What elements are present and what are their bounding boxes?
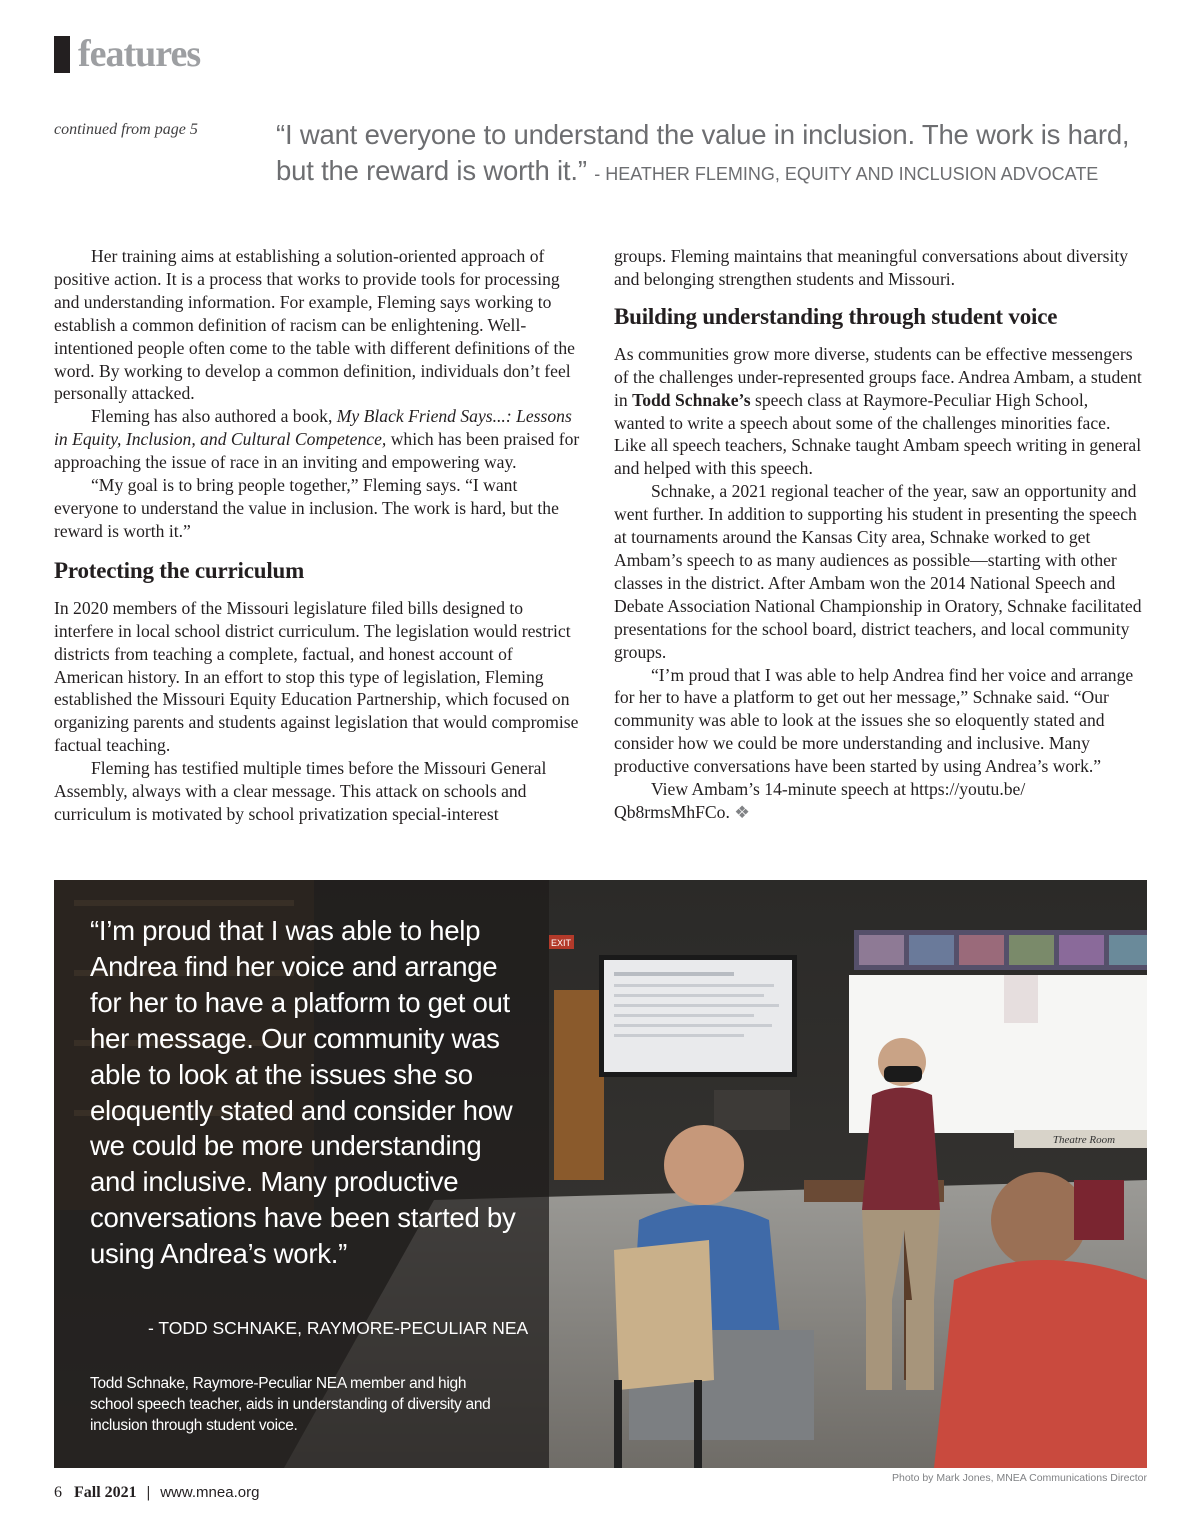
photo-caption: Todd Schnake, Raymore-Peculiar NEA member and high school speech teacher, aids in understanding of diversity and inclusion through student voice. bbox=[90, 1375, 491, 1435]
paragraph-text: As communities grow more diverse, students can be effective messengers of the challenges under-represented groups face. Andrea Ambam, a student in bbox=[614, 343, 1142, 410]
paragraph: Fleming has testified multiple times before the Missouri General Assembly, always with a clear message. This attack on schools and curriculum is motivated by school privatization special-interest bbox=[54, 758, 547, 824]
footer-separator: | bbox=[146, 1484, 151, 1501]
book-title: My Black Friend Says...: Lessons in Equity, Inclusion, and Cultural Competence, bbox=[54, 406, 572, 450]
continued-note: continued from page 5 bbox=[54, 121, 198, 138]
article-left-column bbox=[54, 245, 582, 826]
pull-quote-attribution: - HEATHER FLEMING, EQUITY AND INCLUSION ADVOCATE bbox=[594, 164, 1099, 184]
pull-quote-text: “I want everyone to understand the value in inclusion. The work is hard, but the reward is worth it.” bbox=[276, 119, 1130, 186]
photo-credit: Photo by Mark Jones, MNEA Communications Director bbox=[891, 1472, 1147, 1484]
paragraph-text: View Ambam’s 14-minute speech at https://youtu.be/ Qb8rmsMhFCo. bbox=[614, 779, 1026, 822]
feature-photo-block bbox=[54, 880, 1147, 1468]
end-mark-icon: ❖ bbox=[734, 801, 751, 822]
person-name: Todd Schnake’s bbox=[632, 389, 751, 410]
section-marker-bar bbox=[54, 36, 70, 73]
website-link[interactable]: www.mnea.org bbox=[160, 1484, 260, 1501]
paragraph bbox=[614, 778, 1142, 824]
paragraph-text: which has been praised for approaching the issue of race in an inviting and empowering way. bbox=[54, 429, 580, 473]
paragraph: groups. Fleming maintains that meaningful conversations about diversity and belonging strengthen students and Missouri. bbox=[614, 246, 1129, 289]
article-right-column bbox=[614, 245, 1142, 824]
paragraph: “My goal is to bring people together,” Fleming says. “I want everyone to understand the value in inclusion. The work is hard, but the reward is worth it.” bbox=[54, 475, 559, 541]
feature-quote-attribution: - TODD SCHNAKE, RAYMORE-PECULIAR NEA bbox=[148, 1318, 529, 1338]
subheading: Protecting the curriculum bbox=[54, 557, 305, 583]
paragraph-text: Fleming has also authored a book, bbox=[91, 406, 337, 427]
page-number: 6 bbox=[54, 1484, 62, 1501]
paragraph: In 2020 members of the Missouri legislature filed bills designed to interfere in local school district curriculum. The legislation would restrict districts from teaching a complete, factual, and honest account of American history. In an effort to stop this type of legislation, Fleming established the Missouri Equity Education Partnership, which focused on organizing parents and students against legislation that would compromise factual teaching. bbox=[54, 597, 579, 756]
paragraph bbox=[614, 343, 1142, 480]
paragraph: Schnake, a 2021 regional teacher of the year, saw an opportunity and went further. In addition to supporting his student in presenting the speech at tournaments around the Kansas City area, Schnake worked to get Ambam’s speech to as many audiences as possible—starting with other classes in the district. After Ambam won the 2014 National Speech and Debate Association National Championship in Oratory, Schnake facilitated presentations for the school board, district teachers, and local community groups. bbox=[614, 481, 1142, 662]
subheading: Building understanding through student voice bbox=[614, 303, 1058, 329]
quote-overlay bbox=[54, 880, 549, 1468]
paragraph: “I’m proud that I was able to help Andrea find her voice and arrange for her to have a platform to get out her message,” Schnake said. “Our community was able to look at the issues she so eloquently stated and consider how we could be more understanding and inclusive. Many productive conversations have been started by using Andrea’s work.” bbox=[614, 664, 1134, 777]
issue-label: Fall 2021 bbox=[74, 1484, 137, 1501]
pull-quote bbox=[276, 117, 1166, 192]
feature-quote: “I’m proud that I was able to help Andrea find her voice and arrange for her to have a platform to get out her message. Our community was able to look at the issues she so eloquently stated and consider how we could be more understanding and inclusive. Many productive conversations have been started by using Andrea’s work.” bbox=[90, 915, 516, 1270]
paragraph-text: speech class at Raymore-Peculiar High School, wanted to write a speech about some of the challenges minorities face. Like all speech teachers, Schnake taught Ambam speech writing in general and helped with this speech. bbox=[614, 389, 1142, 479]
section-title: features bbox=[78, 33, 201, 75]
theatre-room-sign: Theatre Room bbox=[1052, 1134, 1116, 1146]
paragraph: Her training aims at establishing a solution-oriented approach of positive action. It is a process that works to provide tools for processing and understanding information. For example, Fleming says working to establish a common definition of racism can be enlightening. Well-intentioned people often come to the table with different definitions of the word. By working to develop a common definition, individuals don’t feel personally attacked. bbox=[54, 246, 575, 404]
page-footer bbox=[54, 1484, 259, 1502]
exit-sign: EXIT bbox=[550, 938, 572, 948]
paragraph bbox=[54, 405, 582, 474]
